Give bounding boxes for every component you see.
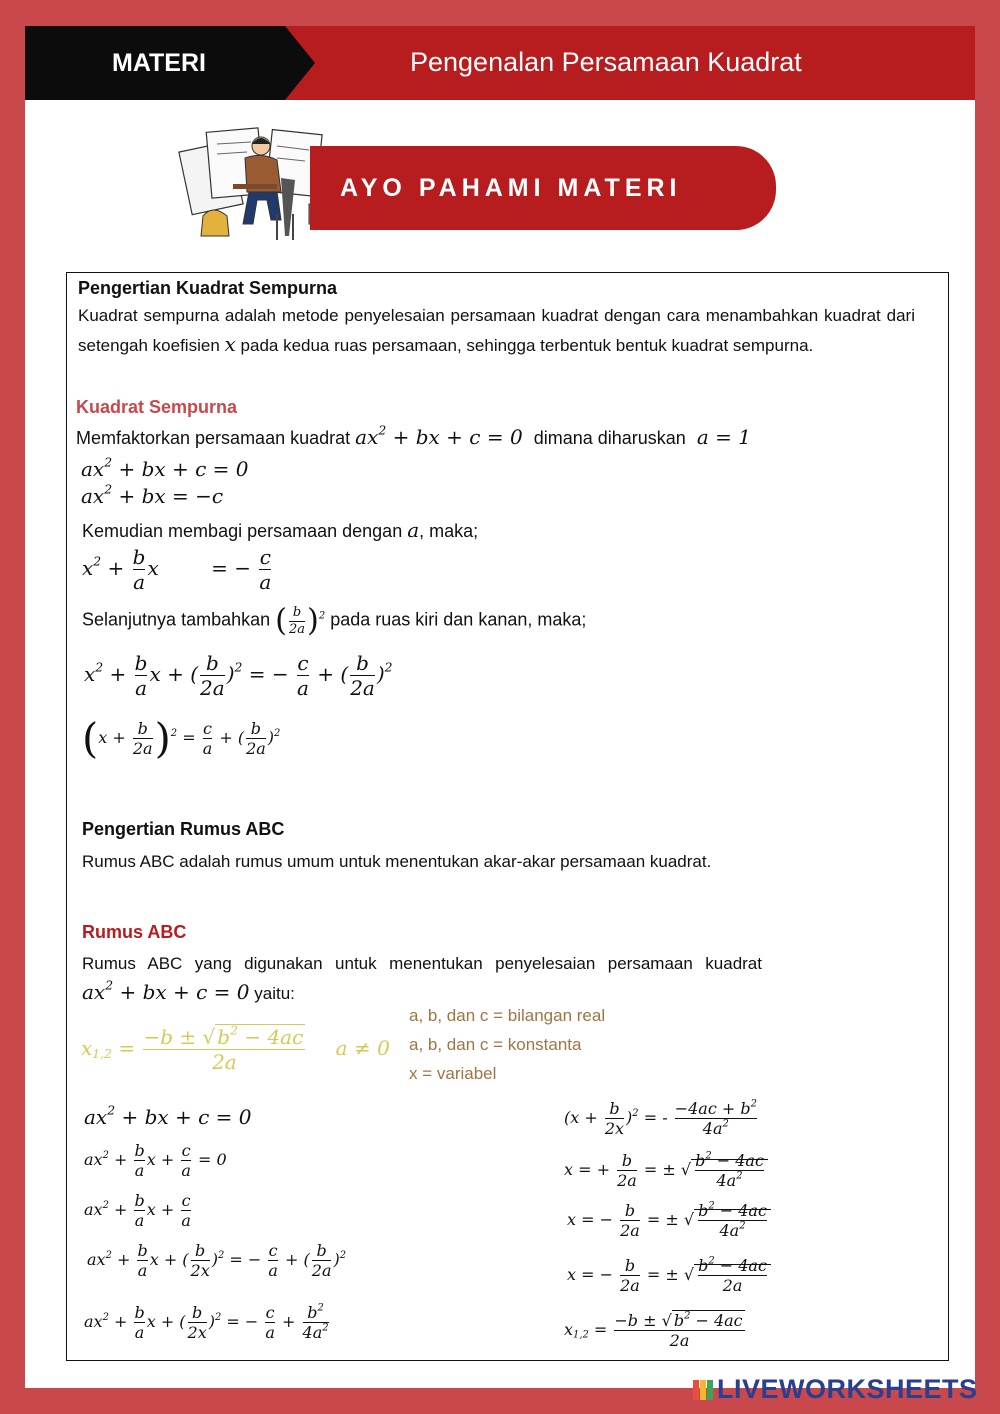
math-derivation-9: x = − $\frac{b}{2a}$ = ± √ $\frac{b^2 - 4ac}{2a}$ [567,1256,771,1295]
paragraph-rumus-abc-usage [82,949,762,1008]
paragraph-part: pada kedua ruas persamaan, sehingga terbentuk bentuk kuadrat sempurna. [240,336,814,355]
add-text: pada ruas kiri dan kanan, maka; [330,609,587,630]
divide-text: Kemudian membagi persamaan dengan [82,521,403,541]
paragraph-part: Rumus ABC yang digunakan untuk menentukan penyelesaian persamaan kuadrat [82,954,762,973]
header-bar [25,26,975,100]
paragraph-part: yaitu: [254,984,295,1003]
heading-kuadrat-sempurna: Kuadrat Sempurna [76,397,238,417]
watermark-text: LIVEWORKSHEETS [717,1374,978,1404]
content-box [66,272,949,1361]
paragraph-kuadrat-sempurna [78,301,915,360]
math-quadratic-formula: $x_{1,2}$ = $\frac{-b \pm √ b^2 - 4ac}{2a}$ a ≠ 0 [81,1022,390,1074]
math-derivation-7: x = + $\frac{b}{2a}$ = ± √ $\frac{b^2 - 4ac}{4a^2}$ [564,1151,768,1190]
math-derivation-6: (x + $\frac{b}{2x}$ )$^2$ = - $\frac{-4ac + b^2}{4a^2}$ [564,1098,757,1139]
note-constants: a, b, dan c = konstanta [409,1035,582,1054]
liveworksheets-watermark [693,1374,978,1405]
math-step-1: $ax^2$ + bx + c = 0 [81,454,249,481]
math-variable: x [224,332,236,356]
math-variable: a [407,518,420,542]
intro-line [76,422,751,449]
note-variable: x = variabel [409,1064,497,1083]
paragraph-part: Kuadrat sempurna adalah metode penyelesaian persamaan kuadrat dengan cara menambahkan kuadrat dari setengah koefisien [78,306,915,355]
heading-pengertian-rumus-abc: Pengertian Rumus ABC [82,819,285,839]
worksheet-page [25,26,975,1388]
math-derivation-5: $ax^2$ + $\frac{b}{a}$ x + ( $\frac{b}{2x}$ )$^2$ = − $\frac{c}{a}$ + $\frac{b^2}{4a^2}$ [84,1302,329,1343]
liveworksheets-logo-icon [693,1380,713,1400]
math-derivation-2: $ax^2$ + $\frac{b}{a}$ x + $\frac{c}{a}$ = 0 [84,1141,227,1181]
math-quadratic-equation: $ax^2$ + bx + c = 0 [355,422,523,449]
math-step-5: (x + $\frac{b}{2a}$ )$^2$ = $\frac{c}{a}$ + ( $\frac{b}{2a}$ )$^2$ [82,713,281,763]
math-half-coefficient: ( $\frac{b}{2a}$ )$^2$ [275,603,326,639]
math-derivation-1: $ax^2$ + bx + c = 0 [84,1102,252,1129]
header-section-label: MATERI [112,49,206,77]
math-condition: a = 1 [696,425,751,449]
heading-pengertian-kuadrat-sempurna: Pengertian Kuadrat Sempurna [78,278,338,298]
intro-text: Memfaktorkan persamaan kuadrat [76,428,351,448]
header-title: Pengenalan Persamaan Kuadrat [410,47,802,77]
add-text: Selanjutnya tambahkan [82,609,271,630]
intro-text: dimana diharuskan [533,428,686,448]
math-step-2: $ax^2$ + bx = −c [81,481,224,508]
heading-rumus-abc: Rumus ABC [82,922,187,942]
math-derivation-3: $ax^2$ + $\frac{b}{a}$ x + $\frac{c}{a}$ [84,1191,191,1231]
math-derivation-4: $ax^2$ + $\frac{b}{a}$ x + ( $\frac{b}{2x}$ )$^2$ = − $\frac{c}{a}$ + ( $\frac{b}{2a}$ )$^2$ [87,1241,347,1281]
divide-line [82,518,478,542]
paragraph-rumus-abc: Rumus ABC adalah rumus umum untuk menentukan akar-akar persamaan kuadrat. [82,852,712,871]
add-line [82,605,586,637]
note-real-numbers: a, b, dan c = bilangan real [409,1006,606,1025]
math-derivation-8: x = − $\frac{b}{2a}$ = ± √ $\frac{b^2 - 4ac}{4a^2}$ [567,1201,771,1240]
divide-text: , maka; [419,521,479,541]
math-step-4: $x^2$ + $\frac{b}{a}$ x + ( $\frac{b}{2a}$ )$^2$ = − $\frac{c}{a}$ + ( $\frac{b}{2a}$ )$^2$ [84,651,393,700]
banner-title: AYO PAHAMI MATERI [340,174,682,202]
math-quadratic-equation: $ax^2$ + bx + c = 0 [82,977,250,1004]
math-derivation-10: $x_{1,2}$ = $\frac{-b \pm √ b^2 - 4ac}{2a}$ [564,1310,743,1351]
math-step-3: $x^2$ + $\frac{b}{a}$ x = − $\frac{c}{a}$ [82,545,272,594]
